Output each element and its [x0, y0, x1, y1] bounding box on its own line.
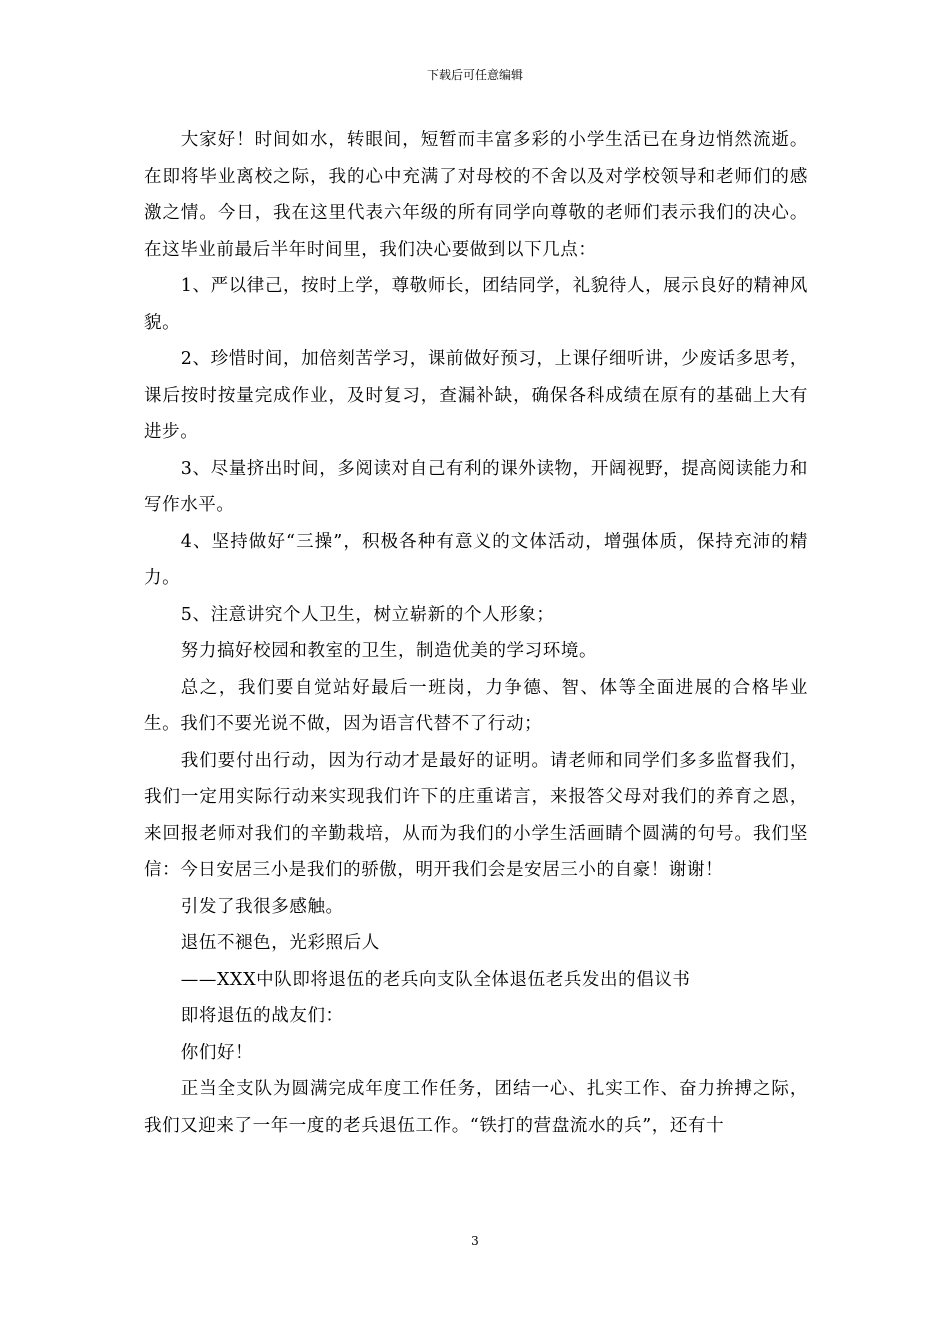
paragraph-reflection: 引发了我很多感触。	[180, 896, 344, 917]
page-header: 下载后可任意编辑	[426, 68, 523, 82]
paragraph-point-2: 2、珍惜时间，加倍刻苦学习，课前做好预习，上课仔细听讲，少废话多思考，课后按时按量完成作业，及时复习，查漏补缺，确保各科成绩在原有的基础上大有进步。	[144, 349, 808, 442]
proposal-title: 退伍不褪色，光彩照后人	[180, 933, 380, 953]
document-body	[144, 122, 808, 1144]
paragraph-point-5: 5、注意讲究个人卫生，树立崭新的个人形象；	[180, 604, 555, 625]
page-number: 3	[471, 1234, 479, 1248]
paragraph-summary: 总之，我们要自觉站好最后一班岗，力争德、智、体等全面进展的合格毕业生。我们不要光说不做，因为语言代替不了行动；	[144, 677, 808, 734]
paragraph-point-3: 3、尽量挤出时间，多阅读对自己有利的课外读物，开阔视野，提高阅读能力和写作水平。	[144, 458, 808, 515]
paragraph-environment: 努力搞好校园和教室的卫生，制造优美的学习环境。	[180, 641, 598, 661]
paragraph-point-4: 4、坚持做好“三操”，积极各种有意义的文体活动，增强体质，保持充沛的精力。	[144, 531, 808, 588]
paragraph-action: 我们要付出行动，因为行动才是最好的证明。请老师和同学们多多监督我们，我们一定用实际行动来实现我们许下的庄重诺言，来报答父母对我们的养育之恩，来回报老师对我们的辛勤栽培，从而为我们的小学生活画睛个圆满的句号。我们坚信：今日安居三小是我们的骄傲，明开我们会是安居三小的自豪！谢谢！	[144, 750, 808, 880]
proposal-greeting: 你们好！	[180, 1042, 254, 1063]
proposal-subtitle: ——XXX中队即将退伍的老兵向支队全体退伍老兵发出的倡议书	[180, 969, 691, 990]
paragraph-greeting: 大家好！时间如水，转眼间，短暂而丰富多彩的小学生活已在身边悄然流逝。在即将毕业离校之际，我的心中充满了对母校的不舍以及对学校领导和老师们的感激之情。今日，我在这里代表六年级的所有同学向尊敬的老师们表示我们的决心。在这毕业前最后半年时间里，我们决心要做到以下几点：	[144, 130, 808, 260]
paragraph-point-1: 1、严以律己，按时上学，尊敬师长，团结同学，礼貌待人，展示良好的精神风貌。	[144, 276, 808, 333]
proposal-body: 正当全支队为圆满完成年度工作任务，团结一心、扎实工作、奋力拚搏之际，我们又迎来了一年一度的老兵退伍工作。“铁打的营盘流水的兵”，还有十	[144, 1079, 808, 1136]
proposal-salutation: 即将退伍的战友们：	[180, 1006, 344, 1026]
